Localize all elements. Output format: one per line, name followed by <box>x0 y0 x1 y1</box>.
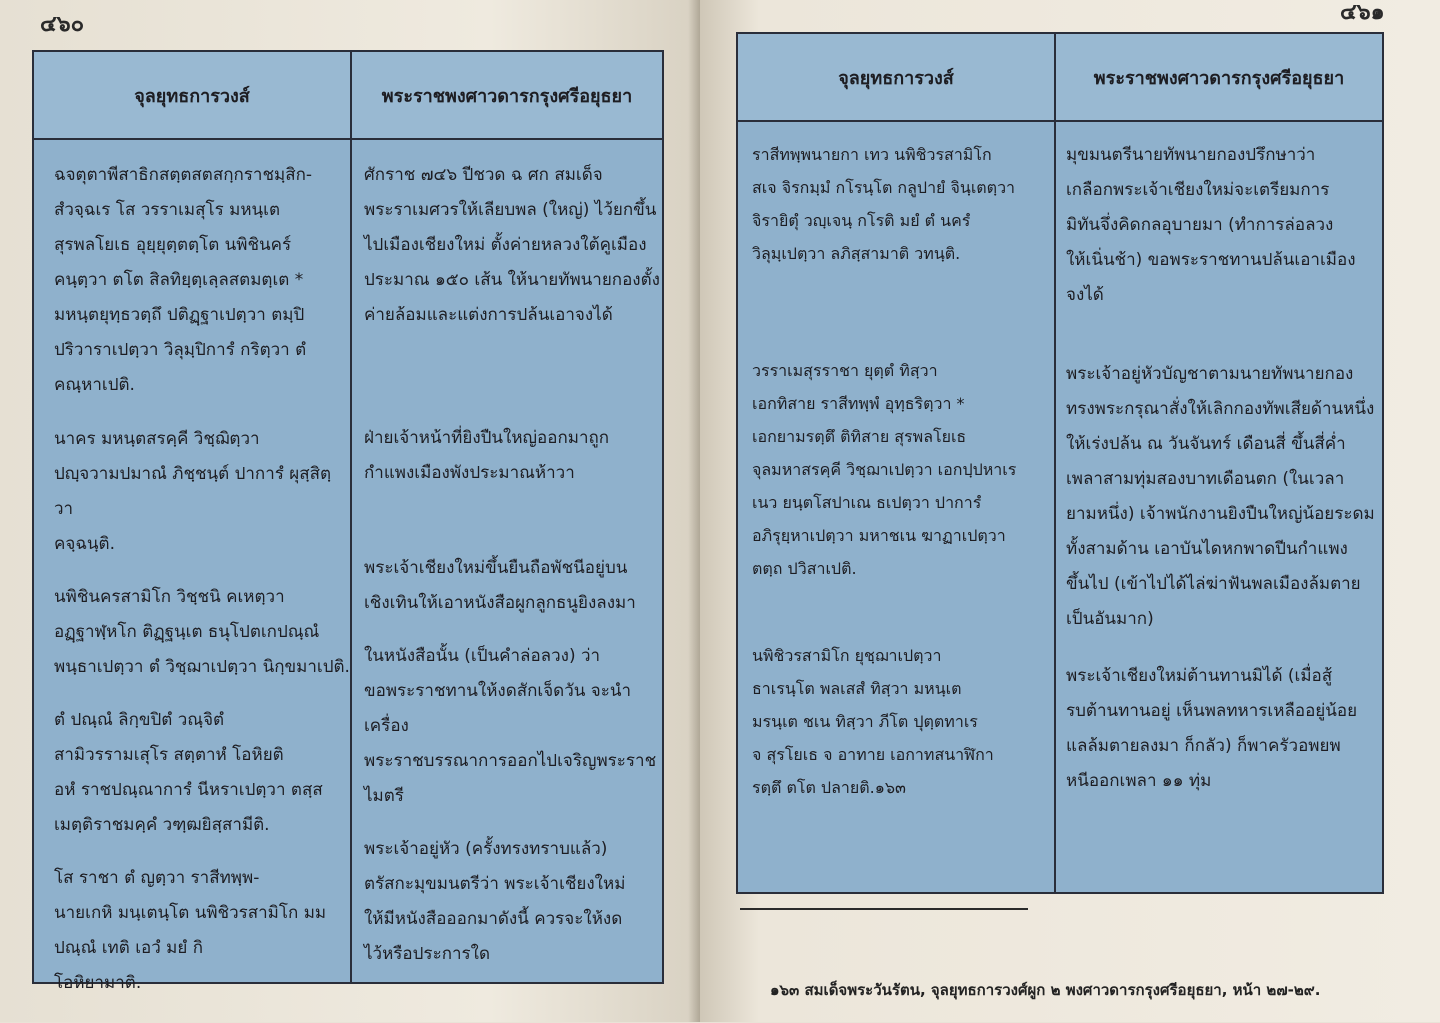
table-header <box>738 34 1382 122</box>
thai-chronicle-column <box>364 158 662 994</box>
pali-paragraph: นพิชินครสามิโก วิชฺชนิ คเหตฺวา อฏฺฐาฬฺหโก ติฏฺฐนฺเต ธนุโปตเกปณฺณํ พนฺธาเปตฺวา ตํ วิชฺฌาเปตฺวา นิกฺขมาเปติ. <box>54 587 350 677</box>
page-number-right: ๔๖๑ <box>1340 0 1385 25</box>
chronicle-paragraph: ฝ่ายเจ้าหน้าที่ยิงปืนใหญ่ออกมาถูก กำแพงเมืองพังประมาณห้าวา <box>364 428 610 483</box>
chronicle-paragraph: ศักราช ๗๔๖ ปีชวด ฉ ศก สมเด็จ พระราเมศวรให้เลียบพล (ใหญ่) ไว้ยกขึ้น ไปเมืองเชียงใหม่ ตั้งค่ายหลวงใต้คูเมือง ประมาณ ๑๕๐ เส้น ให้นายทัพนายกองตั้ง ค่ายล้อมและแต่งการปล้นเอาจงได้ <box>364 165 660 325</box>
right-page <box>700 0 1440 1022</box>
pali-paragraph: วรราเมสุรราชา ยุตฺตํ ทิสฺวา เอกทิสาย ราสีทพฺพํ อุทฺธริตฺวา * เอกยามรตฺตึ ติทิสาย สุรพลโยเธ จุลมหาสรคฺคี วิชฺฌาเปตฺวา เอกปฺปหาเร เนว ยนฺตโสปาเณ ธเปตฺวา ปาการํ อภิรุยฺหาเปตฺวา มหาชเน ฆาฏาเปตฺวา ตตฺถ ปวิสาเปติ. <box>752 361 1017 578</box>
chronicle-paragraph: พระเจ้าเชียงใหม่ต้านทานมิได้ (เมื่อสู้ รบต้านทานอยู่ เห็นพลทหารเหลืออยู่น้อย แลล้มตายลงมา ก็กลัว) ก็พาครัวอพยพ หนีออกเพลา ๑๑ ทุ่ม <box>1066 666 1358 791</box>
pali-text-column <box>752 138 1052 826</box>
table-header <box>34 52 662 140</box>
column-header-chulayuddhakaravamsa: จุลยุทธการวงส์ <box>838 67 954 89</box>
column-header-royal-chronicle: พระราชพงศาวดารกรุงศรีอยุธยา <box>381 85 633 107</box>
comparison-table-right <box>736 32 1384 894</box>
chronicle-paragraph: พระเจ้าอยู่หัวบัญชาตามนายทัพนายกอง ทรงพระกรุณาสั่งให้เลิกกองทัพเสียด้านหนึ่ง ให้เร่งปล้น ณ วันจันทร์ เดือนสี่ ขึ้นสี่ค่ำ เพลาสามทุ่มสองบาทเดือนตก (ในเวลา ยามหนึ่ง) เจ้าพนักงานยิงปืนใหญ่น้อยระดม ทั้งสามด้าน เอาบันไดหกพาดปีนกำแพง ขึ้นไป (เข้าไปได้ไล่ฆ่าฟันพลเมืองล้มตาย เป็นอันมาก) <box>1066 364 1375 629</box>
pali-paragraph: ราสีทพฺพนายกา เทว นพิชิวรสามิโก สเจ จิรกมฺมํ กโรนฺโต กลูปายํ จินฺเตตฺวา จิรายิตุํ วญฺเจนฺ กโรติ มยํ ตํ นครํ วิลุมฺเปตฺวา ลภิสฺสามาติ วทนฺติ. <box>752 145 1016 263</box>
column-header-chulayuddhakaravamsa: จุลยุทธการวงส์ <box>134 85 250 107</box>
column-divider <box>350 52 352 982</box>
column-divider <box>1054 34 1056 892</box>
pali-paragraph: นพิชิวรสามิโก ยุชฺฌาเปตฺวา ธาเรนฺโต พลเสสํ ทิสฺวา มหนฺเต มรนฺเต ชเน ทิสฺวา ภีโต ปุตฺตทาเร จ สุรโยเธ จ อาทาย เอกาทสนาฬิกา รตฺตึ ตโต ปลายติ.๑๖๓ <box>752 646 994 797</box>
pali-paragraph: นาคร มหนฺตสรคฺคี วิชฺฌิตฺวา ปญฺจวามปมาณํ ภิชฺชนฺต์ ปาการํ ผุสฺสิตฺวา คจฺฉนฺติ. <box>54 429 332 554</box>
pali-paragraph: โส ราชา ตํ ญตฺวา ราสีทพฺพ- นายเกหิ มนฺเตนฺโต นพิชิวรสามิโก มม ปณฺณํ เทติ เอวํ มยํ กิ โอหิยามาติ. <box>54 868 327 993</box>
chronicle-paragraph: พระเจ้าเชียงใหม่ขึ้นยืนถือพัชนีอยู่บน เชิงเทินให้เอาหนังสือผูกลูกธนูยิงลงมา <box>364 558 636 613</box>
pali-paragraph: ตํ ปณฺณํ ลิกฺขปิตํ วณฺจิตํ สามิวรรามเสุโร สตฺตาหํ โอหิยติ อหํ ราชปณฺณาการํ นีหราเปตฺวา ตสฺส เมตฺติราชมคฺคํ วฑฺฒยิสฺสามีติ. <box>54 710 323 835</box>
pali-text-column <box>54 158 350 1023</box>
comparison-table-left <box>32 50 664 993</box>
column-header-royal-chronicle: พระราชพงศาวดารกรุงศรีอยุธยา <box>1093 67 1345 89</box>
thai-chronicle-column <box>1066 138 1382 821</box>
chronicle-paragraph: มุขมนตรีนายทัพนายกองปรึกษาว่า เกลือกพระเจ้าเชียงใหม่จะเตรียมการ มิทันจึ่งคิดกลอุบายมา (ทำการล่อลวง ให้เนิ่นช้า) ขอพระราชทานปล้นเอาเมือง จงได้ <box>1066 145 1356 305</box>
page-number-left: ๔๖๐ <box>40 11 85 37</box>
left-page <box>0 0 700 1022</box>
chronicle-paragraph: พระเจ้าอยู่หัว (ครั้งทรงทราบแล้ว) ตรัสกะมุขมนตรีว่า พระเจ้าเชียงใหม่ ให้มีหนังสือออกมาดังนี้ ควรจะให้งด ไว้หรือประการใด <box>364 839 626 964</box>
pali-paragraph: ฉจตุตาพีสาธิกสตฺตสตสกฺกราชมฺสิก- สํวจฺฉเร โส วรราเมสุโร มหนฺเต สุรพลโยเธ อุยฺยุตฺตตฺโต นพิชินคร์ คนฺตฺวา ตโต สิลทิยฺตฺเลฺลสตมตฺเต * มหนฺตยุทฺธวตฺถึ ปติฏฺฐาเปตฺวา ตมฺปิ ปริวาราเปตฺวา วิลุมฺปิการํ กริตฺวา ตํ คณฺหาเปติ. <box>54 165 313 395</box>
chronicle-paragraph: ในหนังสือนั้น (เป็นคำล่อลวง) ว่า ขอพระราชทานให้งดสักเจ็ดวัน จะนำเครื่อง พระราชบรรณาการออกไปเจริญพระราชไมตรี <box>364 646 657 806</box>
footnote-163: ๑๖๓ สมเด็จพระวันรัตน, จุลยุทธการวงศ์ผูก ๒ พงศาวดารกรุงศรีอยุธยา, หน้า ๒๗-๒๙. <box>770 981 1321 999</box>
footnote-rule <box>740 908 1028 910</box>
